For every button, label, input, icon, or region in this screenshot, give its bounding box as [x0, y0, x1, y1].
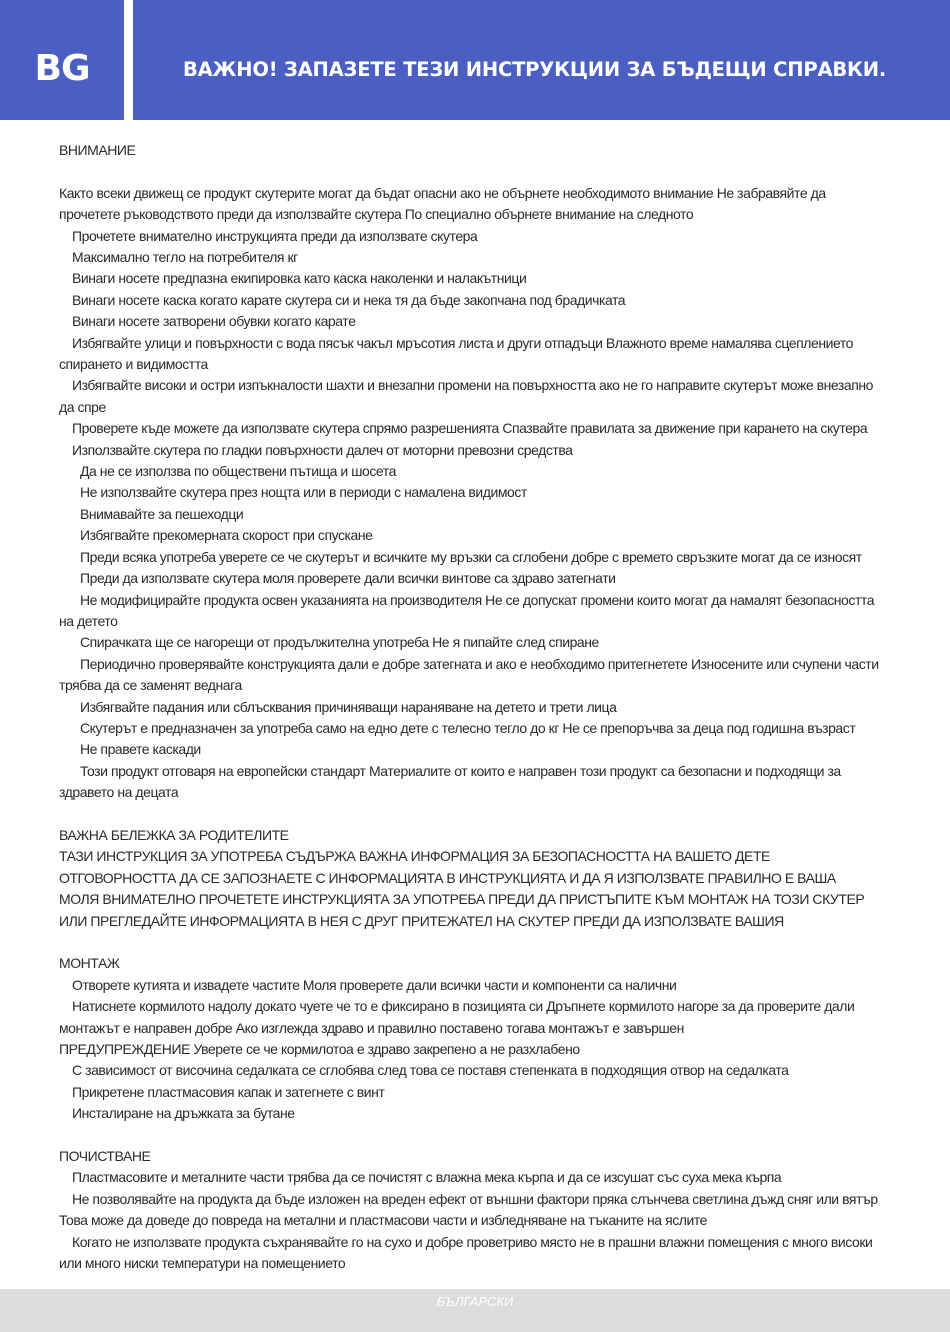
page-header [0, 0, 950, 120]
assembly-step: Прикретене пластмасовия капак и затегнете с винт [72, 1083, 385, 1100]
warning-subitem: Да не се използва по обществени пътища и шосета [80, 463, 396, 480]
footer-language: БЪЛГАРСКИ [436, 1294, 514, 1309]
warning-subitem: Периодично проверявайте конструкцията дали е добре затегната и ако е необходимо притегнетете Износените или счупени части трябва да се заменят веднага [59, 655, 879, 694]
assembly-step: С зависимост от височина седалката се сглобява след това се поставя степенката в подходящия отвор на седалката [72, 1062, 789, 1079]
warning-item: Използвайте скутера по гладки повърхности далеч от моторни превозни средства [72, 441, 573, 458]
page-title: ВАЖНО! ЗАПАЗЕТЕ ТЕЗИ ИНСТРУКЦИИ ЗА БЪДЕЩИ СПРАВКИ. [183, 58, 887, 81]
warning-subitem: Този продукт отговаря на европейски стандарт Материалите от които е направен този продукт са безопасни и подходящи за здравето на децата [59, 762, 841, 801]
page-footer [0, 1289, 950, 1332]
warning-subitem: Внимавайте за пешеходци [80, 505, 244, 522]
warning-subitem: Преди всяка употреба уверете се че скутерът и всичките му връзки са сглобени добре с времето свръзките могат да се износят [80, 548, 862, 565]
spacer [59, 161, 889, 182]
warning-item: Избягвайте улици и повърхности с вода пясък чакъл мръсотия листа и други отпадъци Влажното време намалява сцеплението спирането и видимостта [59, 334, 853, 373]
warning-item: Винаги носете каска когато карате скутера си и нека тя да бъде закопчана под брадичката [72, 291, 626, 308]
parents-note: ТАЗИ ИНСТРУКЦИЯ ЗА УПОТРЕБА СЪДЪРЖА ВАЖНА ИНФОРМАЦИЯ ЗА БЕЗОПАСНОСТТА НА ВАШЕТО ДЕТЕ ОТГОВОРНОСТТА ДА СЕ ЗАПОЗНАЕТЕ С ИНФОРМАЦИЯТА В ИНСТРУКЦИЯТА И ДА Я ИЗПОЛЗВАТЕ ПРАВИЛНО Е ВАША [59, 848, 836, 886]
warning-subitem: Преди да използвате скутера моля проверете дали всички винтове са здраво затегнати [80, 570, 616, 587]
warning-subitem: Не модифицирайте продукта освен указанията на производителя Не се допускат промени които могат да намалят безопасността на детето [59, 591, 875, 629]
cleaning-item: Не позволявайте на продукта да бъде изложен на вреден ефект от външни фактори пряка слънчева светлина дъжд сняг или вятър Това може да доведе до повреда на метални и пластмасови части и избледняване на тъканите на яслите [59, 1190, 878, 1229]
warning-heading: ВНИМАНИЕ [59, 142, 136, 158]
spacer [59, 804, 889, 825]
warning-item: Проверете къде можете да използвате скутера спрямо разрешенията Спазвайте правилата за движение при карането на скутера [72, 420, 868, 437]
parents-heading: ВАЖНА БЕЛЕЖКА ЗА РОДИТЕЛИТЕ [59, 826, 289, 843]
warning-subitem: Не правете каскади [80, 741, 201, 758]
warning-subitem: Не използвайте скутера през нощта или в периоди с намалена видимост [80, 484, 527, 501]
warning-item: Прочетете внимателно инструкцията преди да използвате скутера [72, 227, 478, 244]
spacer [59, 1125, 889, 1146]
intro-paragraph: Както всеки движещ се продукт скутерите могат да бъдат опасни ако не обърнете необходимото внимание Не забравяйте да прочетете ръководството преди да използвайте скутера По специално обърнете внимание на следното [59, 184, 826, 223]
warning-item: Винаги носете предпазна екипировка като каска наколенки и налакътници [72, 270, 527, 287]
assembly-warning: ПРЕДУПРЕЖДЕНИЕ Уверете се че кормилотоа е здраво закрепено а не разхлабено [59, 1041, 580, 1058]
warning-subitem: Спирачката ще се нагорещи от продължителна употреба Не я пипайте след спиране [80, 634, 599, 651]
cleaning-item: Когато не използвате продукта съхранявайте го на сухо и добре проветриво място не в прашни влажни помещения с много високи или много ниски температури на помещението [59, 1233, 873, 1272]
spacer [59, 932, 889, 953]
warning-subitem: Скутерът е предназначен за употреба само на едно дете с телесно тегло до кг Не се препоръчва за деца под годишна възраст [80, 719, 856, 736]
assembly-heading: МОНТАЖ [59, 955, 120, 972]
warning-item: Максимално тегло на потребителя кг [72, 249, 298, 266]
warning-item: Винаги носете затворени обувки когато карате [72, 313, 356, 330]
language-badge [0, 0, 124, 120]
instructions-body [59, 140, 889, 1274]
warning-item: Избягвайте високи и остри изпъкналости шахти и внезапни промени на повърхността ако не го направите скутерът може внезапно да спре [59, 377, 873, 415]
language-code: BG [34, 48, 90, 89]
assembly-step: Отворете кутията и извадете частите Моля проверете дали всички части и компоненти са налични [72, 976, 677, 993]
warning-subitem: Избягвайте падания или сблъсквания причиняващи нараняване на детето и трети лица [80, 698, 617, 715]
assembly-step: Инсталиране на дръжката за бутане [72, 1105, 295, 1122]
cleaning-heading: ПОЧИСТВАНЕ [59, 1148, 151, 1165]
cleaning-item: Пластмасовите и металните части трябва да се почистят с влажна мека кърпа и да се изсушат със суха мека кърпа [72, 1169, 782, 1186]
title-banner [133, 0, 950, 120]
parents-note: МОЛЯ ВНИМАТЕЛНО ПРОЧЕТЕТЕ ИНСТРУКЦИЯТА ЗА УПОТРЕБА ПРЕДИ ДА ПРИСТЪПИТЕ КЪМ МОНТАЖ НА ТОЗИ СКУТЕР ИЛИ ПРЕГЛЕДАЙТЕ ИНФОРМАЦИЯТА В НЕЯ С ДРУГ ПРИТЕЖАТЕЛ НА СКУТЕР ПРЕДИ ДА ИЗПОЛЗВАТЕ ВАШИЯ [59, 891, 865, 929]
assembly-step: Натиснете кормилото надолу докато чуете че то е фиксирано в позицията си Дръпнете кормилото нагоре за да проверите дали монтажът е направен добре Ако изглежда здраво и правилно поставено тогава монтажът е завършен [59, 998, 855, 1036]
warning-subitem: Избягвайте прекомерната скорост при спускане [80, 527, 373, 544]
header-divider [124, 0, 133, 120]
